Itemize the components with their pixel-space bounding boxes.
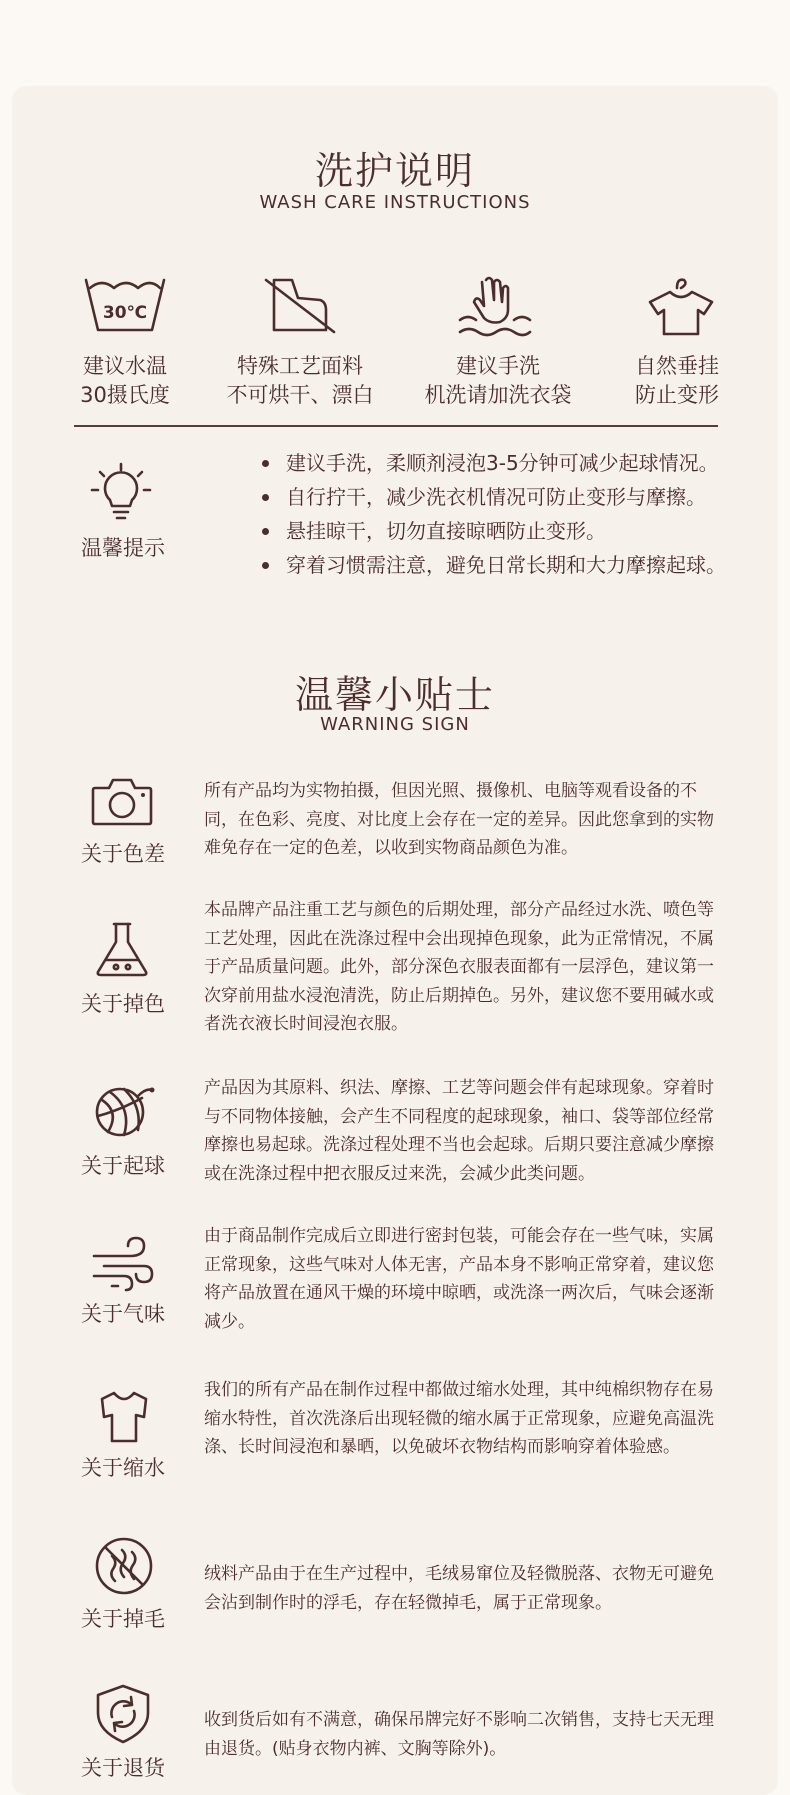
wash-care-subtitle: WASH CARE INSTRUCTIONS xyxy=(259,192,531,213)
flask-icon xyxy=(94,920,150,978)
tshirt-icon xyxy=(98,1389,150,1445)
care-label-line1: 建议水温 xyxy=(83,354,167,378)
warning-title: 温馨小贴士 xyxy=(294,673,495,717)
warning-text-fading: 本品牌产品注重工艺与颜色的后期处理，部分产品经过水洗、喷色等工艺处理，因此在洗涤过程中会出现掉色现象，此为正常情况，不属于产品质量问题。此外，部分深色衣服表面都有一层浮色，建议第一次穿前用盐水浸泡清洗，防止后期掉色。另外，建议您不要用碱水或者洗衣液长时间浸泡衣服。 xyxy=(204,900,714,1034)
care-label-line2: 不可烘干、漂白 xyxy=(226,383,374,407)
tips-list xyxy=(262,446,726,582)
section-divider xyxy=(74,425,718,427)
warning-text-return: 收到货后如有不满意，确保吊牌完好不影响二次销售，支持七天无理由退货。(贴身衣物内裤、文胸等除外)。 xyxy=(204,1710,714,1759)
warning-text-shrink: 我们的所有产品在制作过程中都做过缩水处理，其中纯棉织物存在易缩水特性，首次洗涤后出现轻微的缩水属于正常现象，应避免高温洗涤、长时间浸泡和暴晒，以免破坏衣物结构而影响穿着体验感。 xyxy=(204,1380,714,1457)
care-label-line1: 自然垂挂 xyxy=(635,354,719,378)
tips-label: 温馨提示 xyxy=(81,536,165,560)
warning-label-fading: 关于掉色 xyxy=(81,992,165,1016)
wash-temp-text: 30℃ xyxy=(102,303,148,323)
care-label-line2: 防止变形 xyxy=(635,383,719,407)
warning-text-color: 所有产品均为实物拍摄，但因光照、摄像机、电脑等观看设备的不同，在色彩、亮度、对比度上会存在一定的差异。因此您拿到的实物难免存在一定的色差，以收到实物商品颜色为准。 xyxy=(204,781,714,858)
hang-dry-icon xyxy=(646,276,716,336)
warning-label-pilling: 关于起球 xyxy=(81,1154,165,1178)
warning-text-odor: 由于商品制作完成后立即进行密封包装，可能会存在一些气味，实属正常现象，这些气味对人体无害，产品本身不影响正常穿着，建议您将产品放置在通风干燥的环境中晾晒，或洗涤一两次后，气味会逐渐减少。 xyxy=(204,1226,714,1332)
tip-item: 穿着习惯需注意，避免日常长期和大力摩擦起球。 xyxy=(262,548,726,582)
care-label-line1: 建议手洗 xyxy=(456,354,540,378)
hand-wash-icon xyxy=(456,276,534,338)
care-label-line2: 30摄氏度 xyxy=(80,383,170,407)
wash-care-title: 洗护说明 xyxy=(314,149,475,193)
tip-item: 悬挂晾干，切勿直接晾晒防止变形。 xyxy=(262,514,726,548)
camera-icon xyxy=(91,776,153,826)
warning-label-color: 关于色差 xyxy=(81,842,165,866)
return-shield-icon xyxy=(95,1683,151,1745)
care-label-line2: 机洗请加洗衣袋 xyxy=(424,383,572,407)
tip-item: 自行拧干，减少洗衣机情况可防止变形与摩擦。 xyxy=(262,480,726,514)
warning-label-shrink: 关于缩水 xyxy=(81,1456,165,1480)
care-item-no-dry xyxy=(200,352,400,410)
warning-label-shedding: 关于掉毛 xyxy=(81,1607,165,1631)
no-tumble-dry-icon xyxy=(264,276,336,334)
care-label-line1: 特殊工艺面料 xyxy=(237,354,363,378)
warning-text-shedding: 绒料产品由于在生产过程中，毛绒易窜位及轻微脱落、衣物无可避免会沾到制作时的浮毛，存在轻微掉毛，属于正常现象。 xyxy=(204,1564,714,1613)
warning-subtitle: WARNING SIGN xyxy=(320,714,470,735)
warning-text-pilling: 产品因为其原料、织法、摩擦、工艺等问题会伴有起球现象。穿着时与不同物体接触，会产生不同程度的起球现象，袖口、袋等部位经常摩擦也易起球。洗涤过程处理不当也会起球。后期只要注意减少摩擦或在洗涤过程中把衣服反过来洗，会减少此类问题。 xyxy=(204,1078,714,1184)
wash-30-icon xyxy=(82,276,168,334)
no-lint-icon xyxy=(94,1536,154,1596)
warning-label-odor: 关于气味 xyxy=(81,1302,165,1326)
tip-item: 建议手洗，柔顺剂浸泡3-5分钟可减少起球情况。 xyxy=(262,446,726,480)
care-item-hang xyxy=(596,352,758,410)
care-item-hand-wash xyxy=(400,352,596,410)
wind-icon xyxy=(90,1236,154,1292)
warning-label-return: 关于退货 xyxy=(81,1756,165,1780)
lightbulb-icon xyxy=(90,460,152,522)
yarn-ball-icon xyxy=(94,1082,156,1140)
care-item-water-temp xyxy=(45,352,205,410)
